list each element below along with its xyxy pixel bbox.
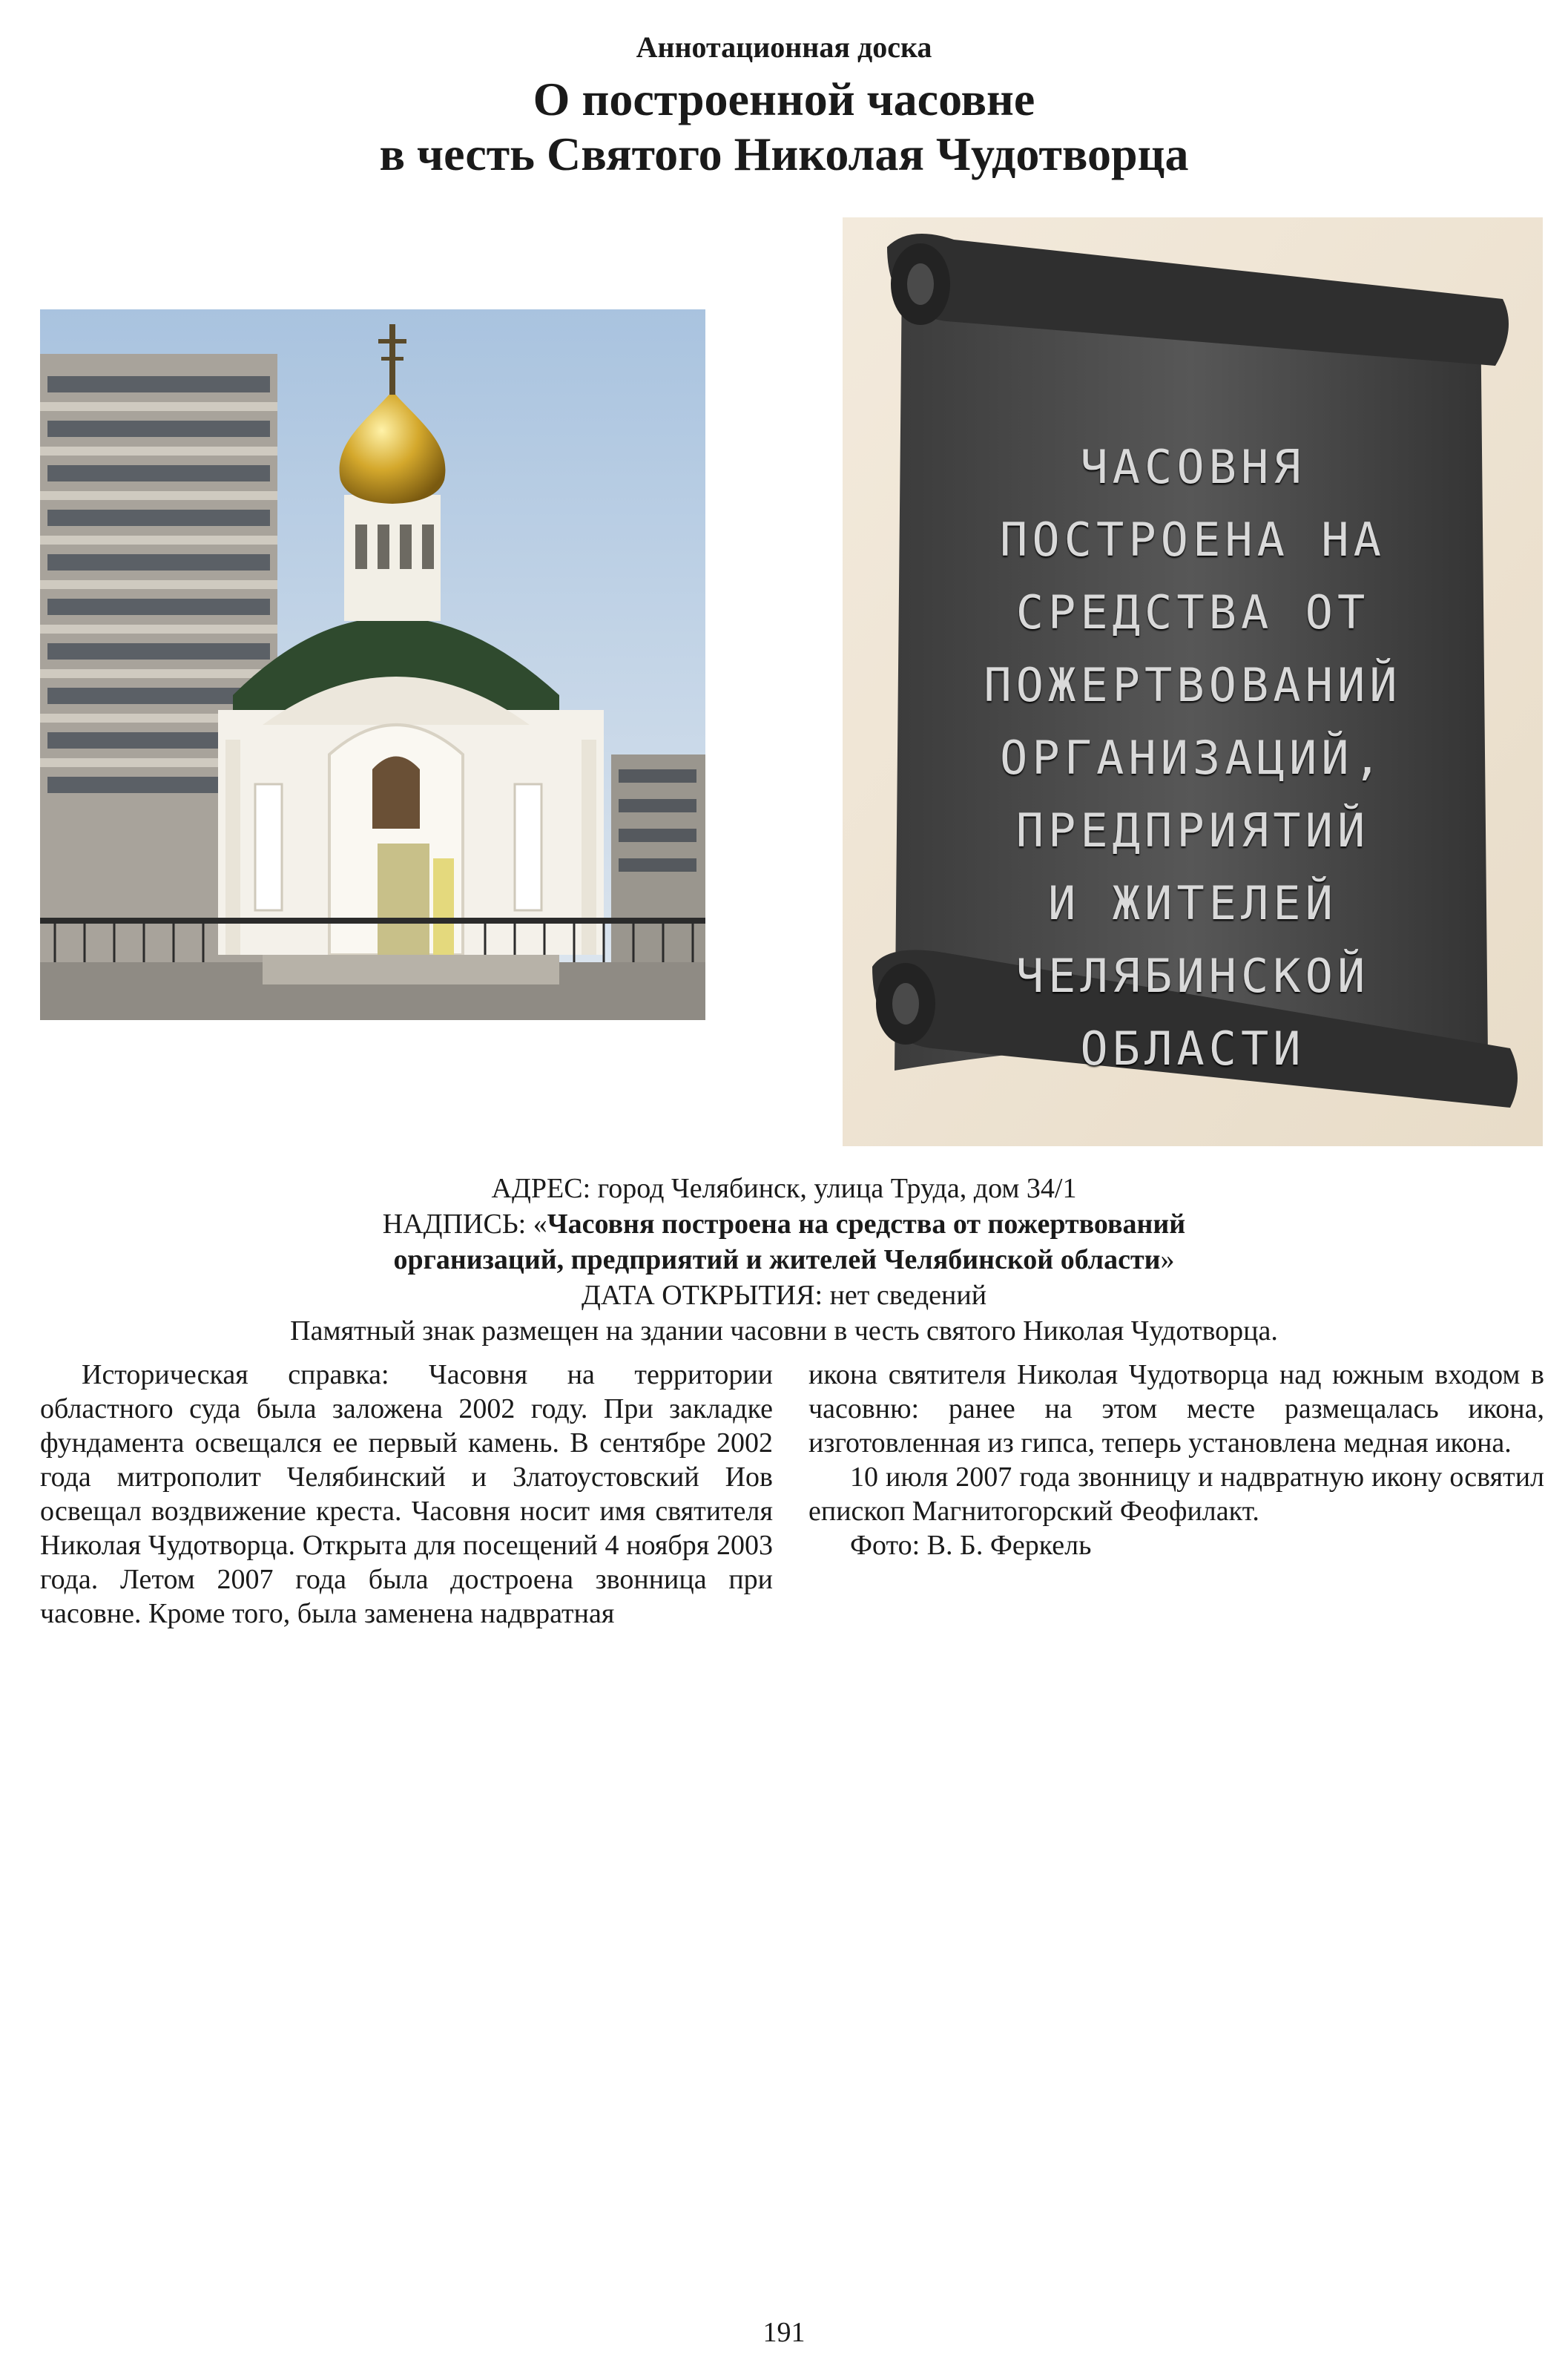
plaque-inscription-line: И ЖИТЕЛЕЙ: [1048, 876, 1337, 930]
page-title-line-2: в честь Святого Николая Чудотворца: [379, 128, 1189, 180]
inscription-line-1: [0, 1206, 1568, 1242]
plaque-inscription-line: ЧАСОВНЯ: [1080, 440, 1305, 494]
inscription-close-quote: »: [1160, 1244, 1175, 1275]
address-label: АДРЕС:: [491, 1173, 591, 1204]
plaque-inscription-line: ЧЕЛЯБИНСКОЙ: [1015, 949, 1370, 1003]
inscription-label: НАДПИСЬ:: [382, 1209, 527, 1240]
consecration-paragraph: 10 июля 2007 года звонницу и надвратную икону освятил епископ Магнитогорский Феофилакт.: [808, 1462, 1544, 1527]
section-kicker: Аннотационная доска: [636, 30, 932, 64]
history-paragraph-continued: икона святителя Николая Чудотворца над южным входом в часовню: ранее на этом месте размещалась икона, изготовленная из гипса, теперь установлена медная икона.: [808, 1359, 1544, 1459]
plaque-inscription-line: ПОСТРОЕНА НА: [1000, 513, 1386, 567]
opening-label: ДАТА ОТКРЫТИЯ:: [581, 1280, 823, 1311]
plaque-inscription-line: ПРЕДПРИЯТИЙ: [1015, 803, 1370, 858]
plaque-inscription-line: ПОЖЕРТВОВАНИЙ: [984, 658, 1402, 712]
inscription-line-2: [0, 1242, 1568, 1278]
plaque-inscription-line: ОБЛАСТИ: [1080, 1022, 1305, 1076]
inscription-text-2: организаций, предприятий и жителей Челябинской области: [393, 1244, 1161, 1275]
inscription-open-quote: «: [533, 1209, 547, 1240]
chapel-photo: [40, 309, 705, 1020]
inscription-text-1: Часовня построена на средства от пожертвований: [547, 1209, 1186, 1240]
history-paragraph: Историческая справка: Часовня на территории областного суда была заложена 2002 году. При закладке фундамента освещался ее первый камень. В сентябре 2002 года митрополит Челябинский и Златоустовский Иов освещал воздвижение креста. Часовня носит имя святителя Николая Чудотворца. Открыта для посещений 4 ноября 2003 года. Летом 2007 года была достроена звонница при часовне. Кроме того, была заменена надвратная: [40, 1359, 773, 1629]
page-title-line-1: О построенной часовне: [533, 73, 1035, 125]
body-column-right: [808, 1358, 1544, 1562]
page-number: 191: [762, 2317, 806, 2348]
plaque-photo: [843, 217, 1543, 1146]
body-column-left: [40, 1358, 773, 1631]
plaque-inscription-line: СРЕДСТВА ОТ: [1015, 585, 1370, 640]
location-note: Памятный знак размещен на здании часовни в честь святого Николая Чудотворца.: [290, 1315, 1278, 1347]
address-value: город Челябинск, улица Труда, дом 34/1: [597, 1173, 1077, 1204]
plaque-inscription-line: ОРГАНИЗАЦИЙ,: [1000, 731, 1386, 785]
address-line: [0, 1171, 1568, 1206]
opening-date-line: [0, 1278, 1568, 1313]
photo-credit: Фото: В. Б. Феркель: [850, 1530, 1092, 1561]
opening-value: нет сведений: [829, 1280, 987, 1311]
